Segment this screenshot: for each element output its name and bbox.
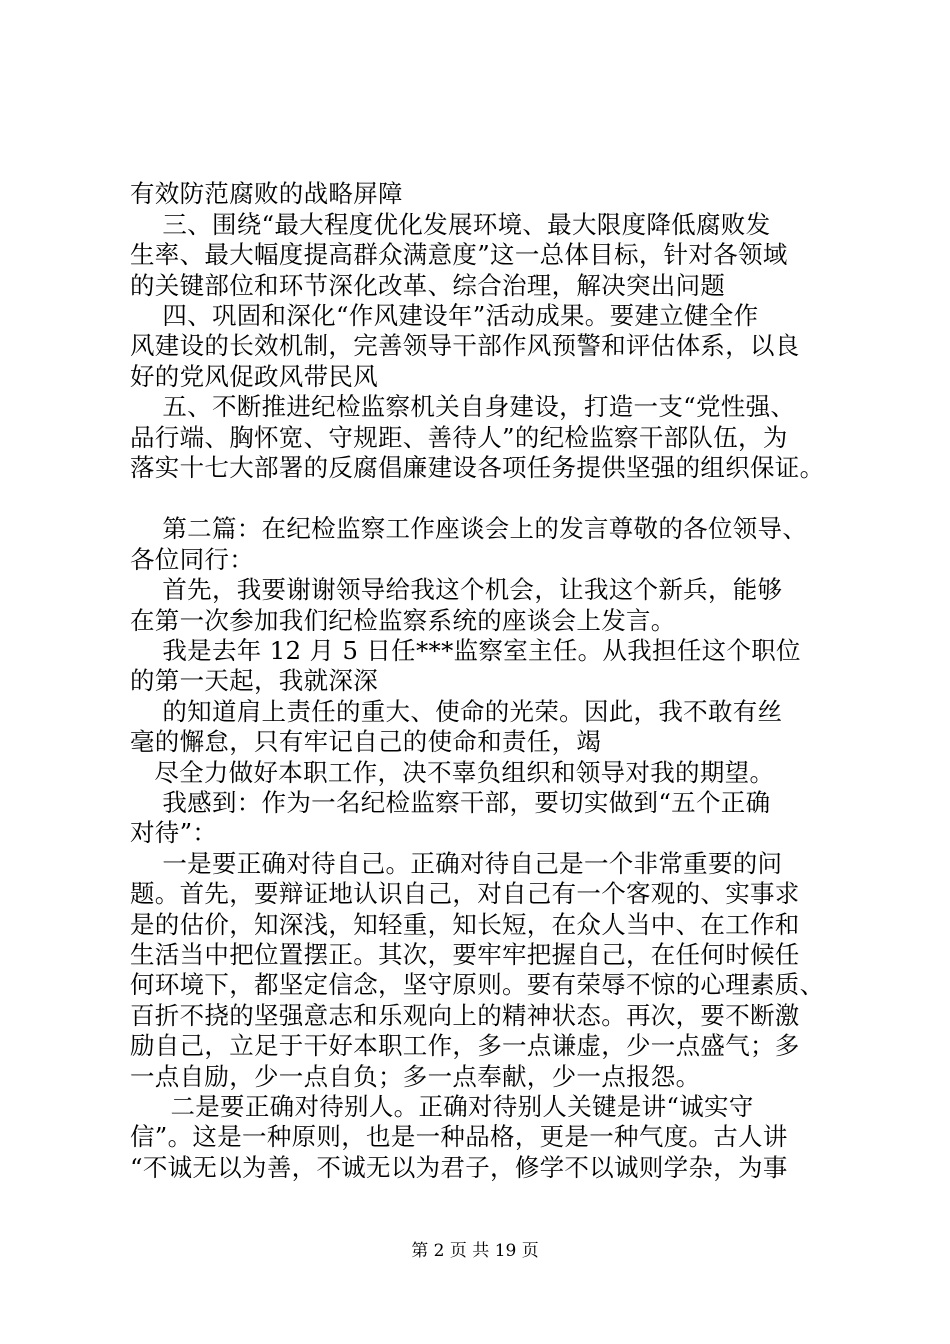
text-line: 何环境下，都坚定信念，坚守原则。要有荣辱不惊的心理素质、 <box>130 970 825 999</box>
page-footer: 第 2 页 共 19 页 <box>411 1241 539 1261</box>
text-line: 生率、最大幅度提高群众满意度”这一总体目标，针对各领域 <box>130 240 788 269</box>
text-line: 风建设的长效机制，完善领导干部作风预警和评估体系，以良 <box>130 331 800 360</box>
text-line: 二是要正确对待别人。正确对待别人关键是讲“诚实守 <box>130 1092 754 1121</box>
text-line: 各位同行： <box>130 545 254 574</box>
text-line: 的关键部位和环节深化改革、综合治理，解决突出问题 <box>130 271 726 300</box>
text-line: 四、巩固和深化“作风建设年”活动成果。要建立健全作 <box>130 301 759 330</box>
text-line: 的知道肩上责任的重大、使命的光荣。因此，我不敢有丝 <box>130 697 783 726</box>
text-line: 励自己，立足于干好本职工作，多一点谦虚，少一点盛气；多 <box>130 1031 800 1060</box>
text-line: 品行端、胸怀宽、守规距、善待人”的纪检监察干部队伍，为 <box>130 423 788 452</box>
text-line: 毫的懈怠，只有牢记自己的使命和责任，竭 <box>130 727 602 756</box>
text-line: “不诚无以为善，不诚无以为君子，修学不以诚则学杂，为事 <box>130 1153 788 1182</box>
text-line: 题。首先，要辩证地认识自己，对自己有一个客观的、实事求 <box>130 879 800 908</box>
text-line: 一是要正确对待自己。正确对待自己是一个非常重要的问 <box>130 849 783 878</box>
text-line: 五、不断推进纪检监察机关自身建设，打造一支“党性强、 <box>130 392 796 421</box>
text-line: 是的估价，知深浅，知轻重，知长短，在众人当中、在工作和 <box>130 910 800 939</box>
text-line: 生活当中把位置摆正。其次，要牢牢把握自己，在任何时候任 <box>130 940 800 969</box>
text-line: 我是去年 12 月 5 日任***监察室主任。从我担任这个职位 <box>130 636 801 665</box>
text-line: 在第一次参加我们纪检监察系统的座谈会上发言。 <box>130 606 676 635</box>
text-line: 一点自励，少一点自负；多一点奉献，少一点报怨。 <box>130 1062 701 1091</box>
text-line: 对待”： <box>130 818 218 847</box>
text-line: 的第一天起，我就深深 <box>130 666 378 695</box>
text-line: 三、围绕“最大程度优化发展环境、最大限度降低腐败发 <box>130 210 771 239</box>
text-line: 落实十七大部署的反腐倡廉建设各项任务提供坚强的组织保证。 <box>130 453 825 482</box>
text-line: 第二篇：在纪检监察工作座谈会上的发言尊敬的各位领导、 <box>130 514 808 543</box>
text-line: 有效防范腐败的战略屏障 <box>130 179 403 208</box>
text-line: 我感到：作为一名纪检监察干部，要切实做到“五个正确 <box>130 788 771 817</box>
text-line: 信”。这是一种原则，也是一种品格，更是一种气度。古人讲 <box>130 1122 788 1151</box>
text-line: 尽全力做好本职工作，决不辜负组织和领导对我的期望。 <box>130 758 775 787</box>
text-line: 首先，我要谢谢领导给我这个机会，让我这个新兵，能够 <box>130 575 783 604</box>
text-line: 好的党风促政风带民风 <box>130 362 378 391</box>
text-line: 百折不挠的坚强意志和乐观向上的精神状态。再次，要不断激 <box>130 1001 800 1030</box>
